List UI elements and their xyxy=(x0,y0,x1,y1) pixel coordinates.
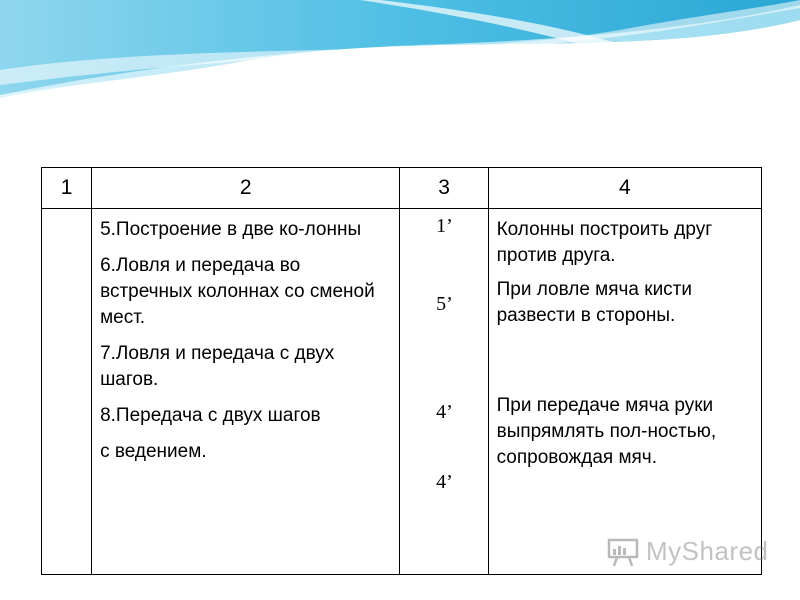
header-wave-decoration xyxy=(0,0,800,110)
header-cell: 3 xyxy=(400,168,488,209)
header-cell: 2 xyxy=(92,168,400,209)
exercises-cell xyxy=(92,209,400,575)
duration-value: 1’ xyxy=(436,215,453,237)
exercise-item: с ведением. xyxy=(100,441,207,462)
duration-value: 4’ xyxy=(436,401,453,423)
lesson-table xyxy=(41,167,762,575)
number-column-cell xyxy=(42,209,92,575)
exercise-item: 5.Построение в две ко-лонны xyxy=(100,219,362,240)
exercise-item: 6.Ловля и передача во встречных колоннах со сменой мест. xyxy=(100,255,375,328)
header-row xyxy=(42,168,762,209)
duration-value: 4’ xyxy=(436,471,453,493)
header-cell: 1 xyxy=(42,168,92,209)
presentation-board-icon xyxy=(606,537,640,567)
duration-cell xyxy=(400,209,488,575)
exercise-item: 8.Передача с двух шагов xyxy=(100,405,321,426)
watermark-text: MyShared xyxy=(646,536,769,566)
note-item: Колонны построить друг против друга. xyxy=(496,219,713,266)
exercise-item: 7.Ловля и передача с двух шагов. xyxy=(100,343,335,390)
duration-value: 5’ xyxy=(436,293,453,315)
header-cell: 4 xyxy=(488,168,761,209)
note-item: При ловле мяча кисти развести в стороны. xyxy=(496,279,693,326)
note-item: При передаче мяча руки выпрямлять пол-ностью, сопровождая мяч. xyxy=(496,395,717,468)
watermark xyxy=(606,536,769,567)
content-row xyxy=(42,209,762,575)
notes-cell xyxy=(488,209,761,575)
